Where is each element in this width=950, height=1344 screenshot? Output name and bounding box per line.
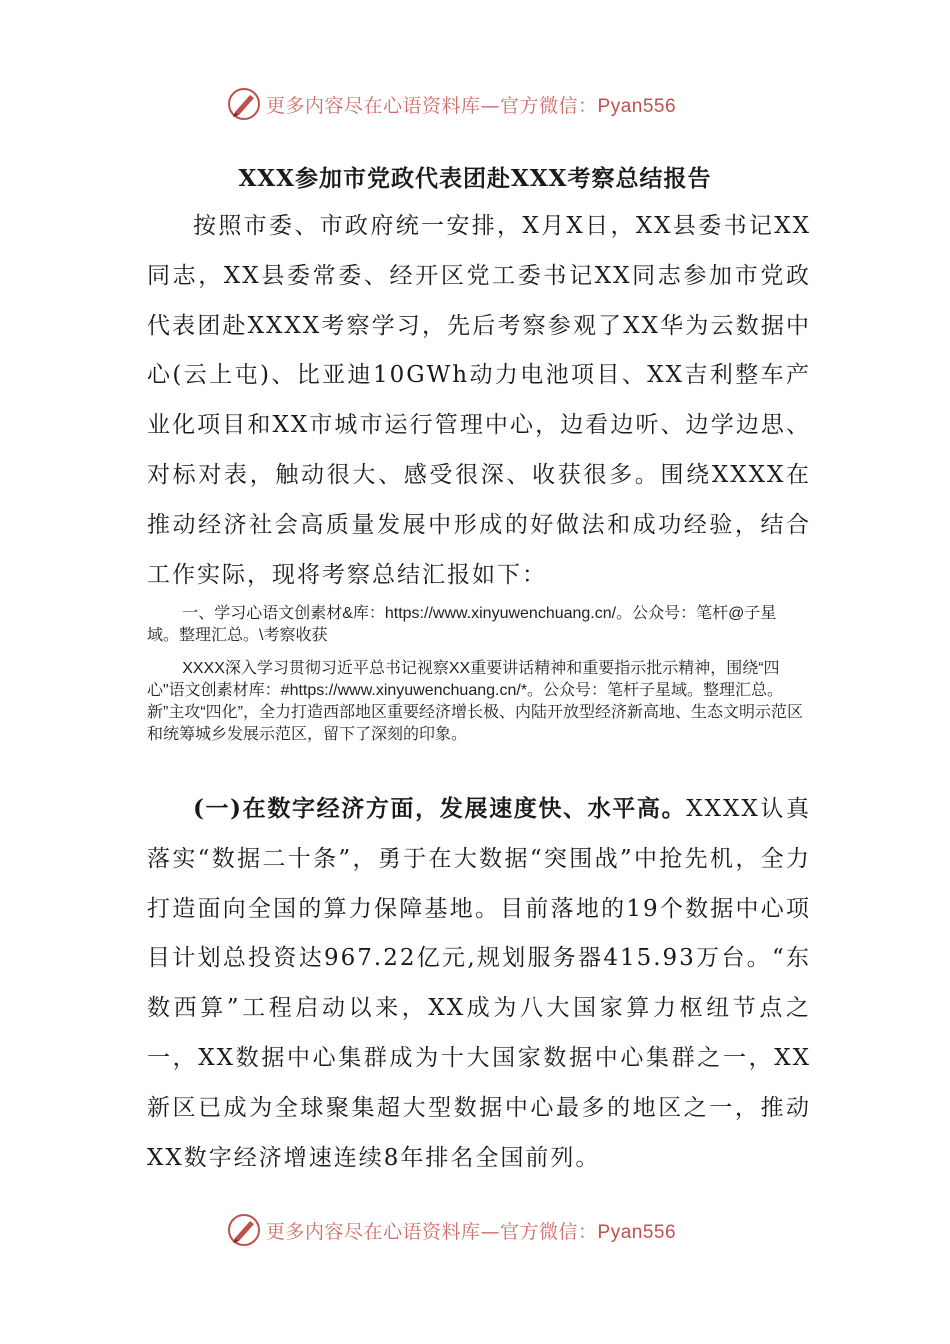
section-1-heading: (一)在数字经济方面，发展速度快、水平高。 xyxy=(193,795,687,822)
footer-banner xyxy=(226,1210,676,1250)
pen-logo-icon xyxy=(226,86,262,122)
summary-paragraph-small: XXXX深入学习贯彻习近平总书记视察XX重要讲话精神和重要指示批示精神，围绕“四心"语文创素材库：#https://www.xinyuwenchuang.cn/*。公众号：笔杆子星域。整理汇总。新”主攻“四化”，全力打造西部地区重要经济增长极、内陆开放型经济新高地、生态文明示范区和统筹城乡发展示范区，留下了深刻的印象。 xyxy=(147,660,803,743)
header-banner-text xyxy=(266,91,676,118)
footer-banner-text xyxy=(266,1217,676,1244)
header-banner-cn: 更多内容尽在心语资料库—官方微信： xyxy=(266,94,598,117)
section-1-paragraph xyxy=(147,784,811,1183)
section-1-body: XXXX认真落实“数据二十条”，勇于在大数据“突围战”中抢先机，全力打造面向全国的算力保障基地。目前落地的19个数据中心项目计划总投资达967.22亿元,规划服务器415.93万台。“东数西算”工程启动以来，XX成为八大国家算力枢纽节点之一，XX数据中心集群成为十大国家数据中心集群之一，XX新区已成为全球聚集超大型数据中心最多的地区之一，推动XX数字经济增速连续8年排名全国前列。 xyxy=(147,796,811,1171)
document-title: XXX参加市党政代表团赴XXX考察总结报告 xyxy=(238,165,712,192)
intro-paragraph: 按照市委、市政府统一安排，X月X日，XX县委书记XX同志，XX县委常委、经开区党工委书记XX同志参加市党政代表团赴XXXX考察学习，先后考察参观了XX华为云数据中心(云上屯)、比亚迪10GWh动力电池项目、XX吉利整车产业化项目和XX市城市运行管理中心，边看边听、边学边思、对标对表，触动很大、感受很深、收获很多。围绕XXXX在推动经济社会高质量发展中形成的好做法和成功经验，结合工作实际，现将考察总结汇报如下： xyxy=(147,213,811,588)
header-banner-wechat: Pyan556 xyxy=(597,95,677,117)
header-banner xyxy=(226,84,676,124)
pen-logo-icon xyxy=(226,1212,262,1248)
footer-banner-cn: 更多内容尽在心语资料库—官方微信： xyxy=(266,1220,598,1243)
footer-banner-wechat: Pyan556 xyxy=(597,1221,677,1243)
section-heading-small: 一、学习心语文创素材&库：https://www.xinyuwenchuang.cn/。公众号：笔杆@子星域。整理汇总。\考察收获 xyxy=(147,605,777,644)
